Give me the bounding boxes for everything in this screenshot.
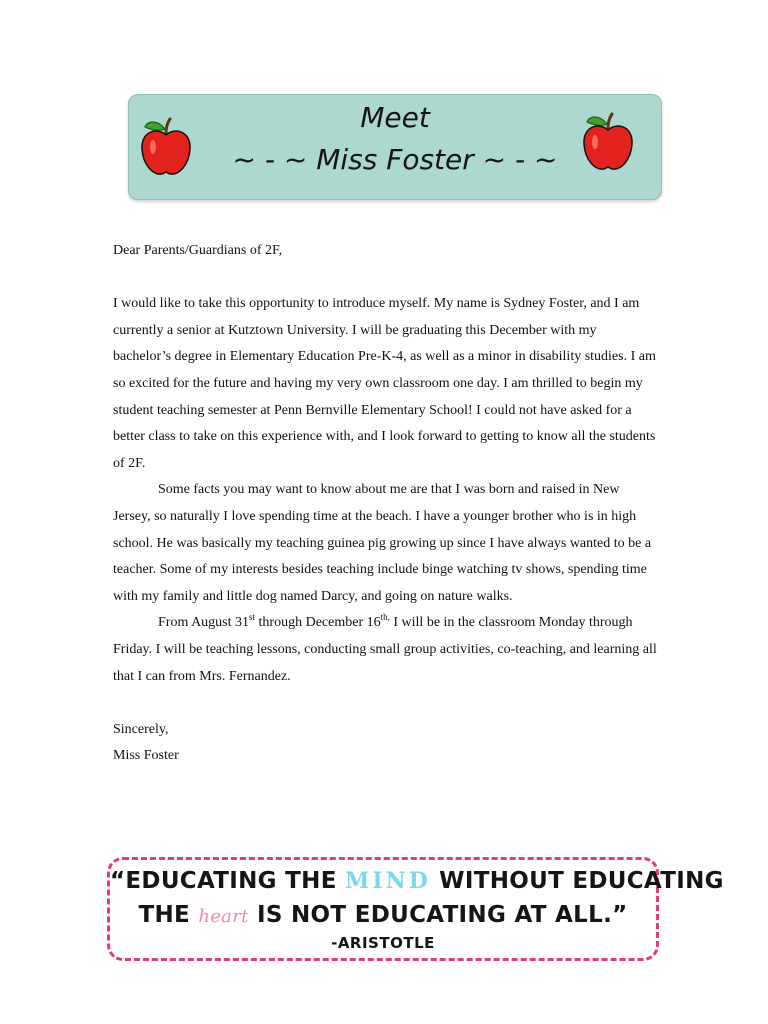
quote-text-3: THE: [138, 902, 199, 928]
quote-line-1: [110, 868, 724, 894]
paragraph-schedule: [113, 610, 658, 690]
apple-icon: [581, 108, 635, 172]
quote-text-1: “EDUCATING THE: [110, 868, 346, 894]
schedule-sup-2: th,: [380, 612, 390, 623]
schedule-text-3: I will be in the classroom Monday through Friday. I will be teaching lessons, conducting small group activities, co-teaching, and learning all that I can from Mrs. Fernandez.: [113, 615, 657, 684]
salutation: Dear Parents/Guardians of 2F,: [113, 243, 283, 258]
quote-text-4: IS NOT EDUCATING AT ALL.”: [248, 902, 628, 928]
letter-body: [113, 238, 658, 770]
quote-line-2: [110, 902, 656, 928]
paragraph-facts: Some facts you may want to know about me are that I was born and raised in New Jersey, so naturally I love spending time at the beach. I have a younger brother who is in high school. He was basically my teaching guinea pig growing up since I have always wanted to be a teacher. Some of my interests besides teaching include binge watching tv shows, spending time with my family and little dog named Darcy, and going on nature walks.: [113, 482, 652, 604]
banner-title-name: ~ - ~ Miss Foster ~ - ~: [232, 143, 558, 176]
quote-word-heart: heart: [198, 906, 249, 927]
paragraph-intro: I would like to take this opportunity to introduce myself. My name is Sydney Foster, and I am currently a senior at Kutztown University. I will be graduating this December with my bachelor’s degree in Elementary Education Pre-K-4, as well as a minor in disability studies. I am so excited for the future and having my very own classroom one day. I am thrilled to begin my student teaching semester at Penn Bernville Elementary School! I could not have asked for a better class to take on this experience with, and I look forward to getting to know all the students of 2F.: [113, 296, 656, 471]
schedule-text-1: From August 31: [158, 615, 250, 631]
title-banner: [128, 94, 662, 200]
schedule-text-2: through December 16: [255, 615, 381, 631]
banner-title-meet: Meet: [360, 101, 430, 134]
quote-box: [107, 857, 724, 961]
quote-word-mind: MIND: [345, 868, 431, 894]
quote-author: -ARISTOTLE: [331, 934, 435, 952]
quote-text-2: WITHOUT EDUCATING: [430, 868, 724, 894]
closing: Sincerely,: [113, 721, 169, 737]
schedule-sup-1: st: [249, 612, 256, 623]
signature: Miss Foster: [113, 748, 179, 764]
